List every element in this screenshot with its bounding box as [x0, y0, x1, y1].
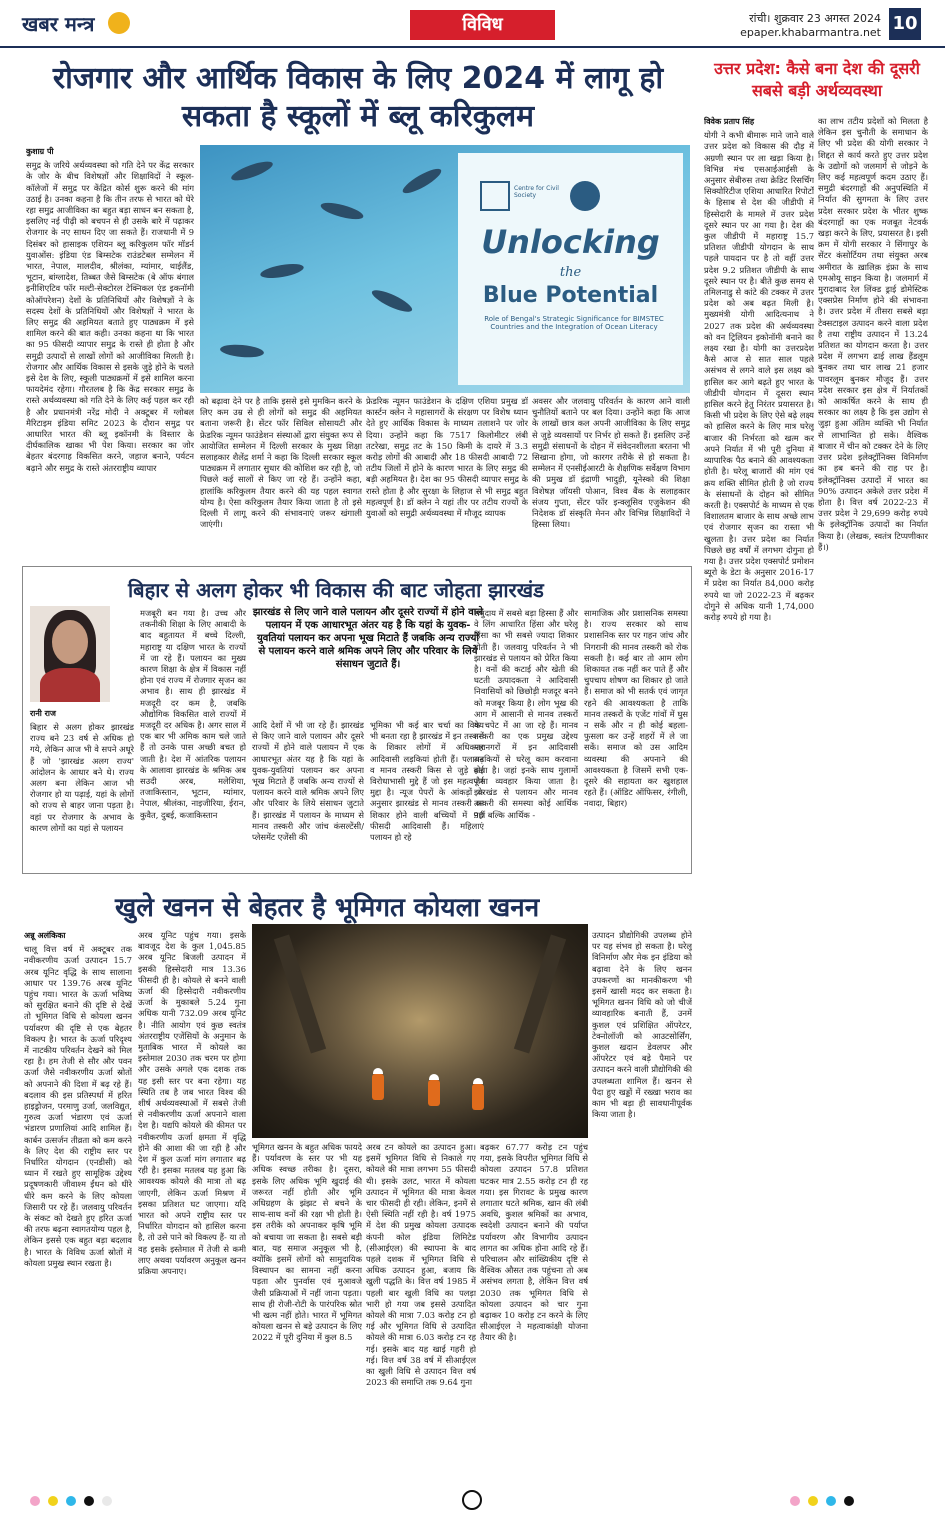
fish-shape — [220, 343, 265, 359]
story2-column-5 — [474, 608, 578, 868]
mining-photo — [252, 924, 588, 1138]
story1-column-4 — [532, 396, 690, 554]
color-dot — [30, 1496, 40, 1506]
story2-column-3 — [252, 720, 364, 868]
story1-text-2: को बढ़ावा देने पर है ताकि इससे इसे मुमकिन करने के लिए कम उम्र से ही लोगों को समुद्र की अहमियत बताना जरूरी है। सेंटर फॉर सिविल सोसायटी और फ्रेडरिक न्यूमन फाउंडेशन संस्थाओं द्वारा संयुक्त रूप से आयोजित सम्मेलन में दिल्ली सरकार के मुख्य शिक्षा सलाहकार शैलेंद्र शर्मा ने कहा कि दिल्ली सरकार स्कूल पाठ्यक्रम में लगातार सुधार की कोशिश कर रही है, जो पिछले कई सालों से किए जा रहे हैं। उन्होंने कहा, हालांकि करिकुलम तैयार करने की यह पहल स्वागत योग्य है। ऐसा करिकुलम तैयार किया जाता है तो इसे दिल्ली में लागू करने की संभावनाएं जरूर खंगाली जाएंगी। — [200, 396, 362, 530]
story3-text-4: अरब टन कोयले का उत्पादन हुआ। इसमें भूमिगत विधि से निकाले गए कोयले की मात्रा लगभग 55 फीसदी थी। इसके उलट, भारत में कोयला उत्पादन में भूमिगत की मात्रा केवल चार फीसदी ही रही। लेकिन, इनमें से ऐसी स्थिति नहीं रही है। वर्ष 1975 में देश की प्रमुख कोयला उत्पादक कंपनी कोल इंडिया लिमिटेड (सीआईएल) की स्थापना के बाद पहले दशक में भूमिगत विधि से अधिक उत्पादन हुआ, बजाय कि खुली पद्धति के। वित्त वर्ष 1985 में पहली बार खुली विधि का पलड़ा भारी हो गया जब इससे उत्पादित कोयले की मात्रा 7.03 करोड़ टन हो गई और भूमिगत विधि से उत्पादित कोयले की मात्रा 6.03 करोड़ टन रह गई। इसके बाद यह खाई गहरी हो गई। वित्त वर्ष 38 वर्ष में सीआईएल का खुली विधि से उत्पादन वित्त वर्ष 2023 की समाप्ति तक 9.64 गुना — [366, 1142, 476, 1388]
fish-shape — [229, 158, 274, 184]
story3-text-1: चालू वित्त वर्ष में अक्टूबर तक नवीकरणीय ऊर्जा उत्पादन 15.7 अरब यूनिट वृद्धि के साथ सालाना आधार पर 139.76 अरब यूनिट पहुंच गया। भारत के ऊर्जा भविष्य को सुरक्षित बनाने की दृष्टि से देखें तो भूमिगत विधि से कोयला खनन पर्यावरण की दृष्टि से एक बेहतर विकल्प है। भारत के ऊर्जा परिदृश्य में नाटकीय परिवर्तन देखने को मिल रहा है। हम तेजी से सौर और पवन ऊर्जा जैसे नवीकरणीय ऊर्जा स्रोतों को अपनाने की दिशा में बढ़ रहे हैं। बदलाव की इस प्रतिस्पर्धा में हरित हाइड्रोजन, परमाणु उर्जा, जलविद्युत, गुरुत्व ऊर्जा भंडारण एवं ऊर्जा भंडारण प्रणालियां आदि शामिल हैं। कार्बन उत्सर्जन तीव्रता को कम करने के लिए देश की राष्ट्रीय स्तर पर निर्धारित योगदान (एनडीसी) को ध्यान में रखते हुए सामूहिक उद्देश्य प्रदूषणकारी जीवाश्म ईंधन को धीरे धीरे कम करने के लिए कोयला जिसारी पर रहे हैं। जलवायु परिवर्तन के संकट को देखते हुए हरित ऊर्जा की तरफ बढ़ना स्वागतयोग्य पहल है, लेकिन इससे एक बहुत बड़ा बदलाव है। भारत के विविध ऊर्जा स्रोतों में कोयला प्रमुख स्थान रखता है। — [24, 944, 132, 1268]
poster-caption: Role of Bengal's Strategic Significance for BIMSTEC Countries and the Integration of Ocean Literacy — [484, 315, 664, 331]
color-dot — [84, 1496, 94, 1506]
story2-text-6: सामाजिक और प्रशासनिक समस्या है। राज्य सरकार को साथ प्रशासनिक स्तर पर गहन जांच और निगरानी की मानव तस्करी को रोक सकती है। कई बार तो आम लोग शिकायत तक नहीं कर पाते हैं और चुपचाप शोषण का शिकार हो जाते हैं। समाज को भी सतर्क एवं जागृत रहने की आवश्यकता है ताकि मानव तस्करों के एजेंट गांवों में घुस न सकें और न ही कोई बहला-फुसला कर उन्हें शहरों में ले जा सकें। समाज को उस आदिम व्यवस्था की अपनाने की आवश्यकता है जिसमें सभी एक-दूसरे की सहायता कर खुशहाल रहते हैं। (ऑडिट ऑफिसर, रंगीली, नवादा, बिहार) — [584, 608, 688, 809]
story2-text-4: भूमिका भी कई बार चर्चा का विषय भी बनता रहा है झारखंड में इन तस्करों के शिकार लोगों में अधिकतर आदिवासी लड़कियां होती हैं। पलायन व मानव तस्करी किस से जुड़े कई विरोधाभासी मुद्दे हैं जो इस महत्वपूर्ण मुद्दा है। न्यूज पेपरों के आंकड़ों के अनुसार झारखंड से मानव तस्करी का शिकार होने वाली बच्चियों में 90 फीसदी आदिवासी हैं। महिलाएं पलायन हो रहे — [370, 720, 484, 843]
registration-mark-icon — [462, 1490, 482, 1510]
story3-text-5: बढ़कर 67.77 करोड़ टन पहुंच गया, इसके विपरीत भूमिगत विधि से कोयला उत्पादन 57.8 प्रतिशत घटकर मात्र 2.55 करोड़ टन ही रह गया। इस गिरावट के प्रमुख कारण लगातार घटते श्रमिक, खान की लंबी अवधि, कुशल श्रमिकों का अभाव, स्वदेशी उत्पादन बनाने की पर्याप्त पर्यावरण और विभागीय उत्पादन लागत का अधिक होना आदि रहे हैं। परिचालन और सांख्यिकीय दृष्टि से वैश्विक औसत तक पहुंचना तो अब असंभव लगता है, लेकिन वित्त वर्ष 2030 तक भूमिगत विधि से कोयला उत्पादन को चार गुना बढ़ाकर 10 करोड़ टन करने के लिए सीआईएल ने महत्वाकांक्षी योजना तैयार की है। — [480, 1142, 588, 1343]
story2-headline: बिहार से अलग होकर भी विकास की बाट जोहता झारखंड — [128, 578, 544, 602]
story3-column-4 — [366, 1142, 476, 1478]
story3-column-1 — [24, 930, 132, 1478]
story2-column-6 — [584, 608, 688, 868]
poster-the: the — [559, 265, 582, 280]
site-url: epaper.khabarmantra.net — [740, 26, 881, 39]
miner-figure — [472, 1084, 484, 1110]
miner-helmet — [473, 1078, 483, 1084]
miner-figure — [428, 1080, 440, 1106]
color-dot — [48, 1496, 58, 1506]
miner-helmet — [373, 1068, 383, 1074]
story1-headline: रोजगार और आर्थिक विकास के लिए 2024 में लागू हो सकता है स्कूलों में ब्लू करिकुलम — [52, 61, 664, 134]
poster-logo-text: Centre for Civil Society — [514, 185, 559, 199]
tunnel-support-beam — [514, 934, 566, 1053]
story2-text-2: मजबूरी बन गया है। उच्च और तकनीकी शिक्षा के लिए आबादी के बाद बहुतायत में बच्चे दिल्ली, महाराष्ट्र या दक्षिण भारत के राज्यों में जा रहे हैं। पलायन का मुख्य कारण शिक्षा के क्षेत्र में विकास नहीं होना एवं राज्य में रोजगार सृजन का अभाव है। साथ ही झारखंड में मजदूरी दर कम है, जबकि औद्योगिक विकसित वाले राज्यों में मजदूरी दर अधिक है। अगर साल में एक बार भी अमिक काम चले जाते हैं तो उनके पास अच्छी बचत हो जाती है। देश में आंतरिक पलायन के आलावा झारखंड के श्रमिक अब सउदी अरब, मलेशिया, तजाकिस्तान, भूटान, म्यांमार, नेपाल, श्रीलंका, नाइजीरिया, ईरान, कुवैत, दुबई, कजाकिस्तान — [140, 608, 246, 820]
story4-headline: उत्तर प्रदेश: कैसे बना देश की दूसरी सबसे बड़ी अर्थव्यवस्था — [714, 59, 920, 100]
fnf-logo-icon — [570, 181, 600, 211]
masthead — [0, 0, 945, 48]
ccs-logo-icon — [480, 181, 510, 211]
story1-text-4: अवसर और जलवायु परिवर्तन के कारण आने वाली चुनौतियों बताने पर बल दिया। उन्होंने कहा कि आज के लाखों छात्र कल अपनी आजीविका के लिए समुद्र से जुड़े व्यवसायों पर निर्भर हो सकते हैं। इसलिए उन्हें समुद्री संसाधनों के दोहन में संवेदनशीलता बरतना भी सिखाना होगा, जो कारगर तरीके से हो सकता है। सम्मेलन में एनसीईआरटी के शैक्षणिक सर्वेक्षण विभाग की प्रमुख डॉ इंद्राणी भादुड़ी, यूनेस्को की शिक्षा विशेषज्ञ जॉयसी पोआन, विश्व बैंक के सलाहकार संजय गुप्ता, सेंटर फॉर इन्क्लूसिव एजुकेशन की निदेशक डॉ संस्कृति मेनन और विभिन्न शिक्षाविदों ने हिस्सा लिया। — [532, 396, 690, 530]
story1-text-3: फ्रेडरिक न्यूमन फाउंडेशन के दक्षिण एशिया प्रमुख डॉ कार्स्टन क्लेन ने महासागरों के संरक्षण पर विशेष ध्यान देते हुए आर्थिक विकास के माध्यम तलाशने पर जोर दिया। उन्होंने कहा कि 7517 किलोमीटर लंबी तटरेखा, समुद्र तट के 150 किमी के दायरे में 3.3 करोड़ लोगों की आबादी और 18 फीसदी आबादी 72 तटीय जिलों में होने के कारण भारत के लिए समुद्र की बड़ी अहमियत है। देश का 95 फीसदी व्यापार समुद्र के रास्ते होता है और सुरक्षा के लिहाज से भी समुद्र बहुत महत्वपूर्ण है। डॉ क्लेन ने यहां तीर पर तटीय राज्यों के युवाओं को समुद्री अर्थव्यवस्था में मौजूद व्यापक — [366, 396, 528, 519]
portrait-body — [40, 668, 100, 702]
report-cover — [458, 153, 683, 385]
poster-title: Unlocking — [481, 223, 660, 261]
color-dot — [826, 1496, 836, 1506]
poster-subtitle: Blue Potential — [482, 283, 659, 308]
logo-mark-icon — [108, 12, 130, 34]
miner-helmet — [429, 1074, 439, 1080]
story4-byline: विवेक प्रताप सिंह — [704, 117, 755, 126]
story2-column-1 — [30, 722, 134, 868]
story3-column-5 — [480, 1142, 588, 1478]
dateline: रांची। शुक्रवार 23 अगस्त 2024 — [749, 12, 881, 25]
story1-byline: कुशाग्र पी — [26, 147, 54, 156]
color-dot — [790, 1496, 800, 1506]
color-dot — [66, 1496, 76, 1506]
story3-column-2 — [138, 930, 246, 1478]
story2-text-3: आदि देशों में भी जा रहे हैं। झारखंड से किए जाने वाले पलायन और दूसरे राज्यों में होने वाले पलायन में एक आधारभूत अंतर यह है कि यहां के युवक-युवतियां पलायन कर अपना भूख मिटाते हैं जबकि अन्य राज्यों से पलायन करने वाले श्रमिक अपने लिए और परिवार के लिये संसाधन जुटाते हैं। झारखंड में पलायन के माध्यम से मानव तस्करी और जांच कंसल्टेंसी/प्लेसमेंट एजेंसी की — [252, 720, 364, 843]
page-number: 10 — [889, 8, 921, 40]
story3-byline: अन्नू अलंकिका — [24, 931, 66, 940]
story3-headline: खुले खनन से बेहतर है भूमिगत कोयला खनन — [115, 893, 540, 923]
fish-shape — [259, 261, 304, 280]
story4-text-1: योगी ने कभी बीमारू माने जाने वाले उत्तर प्रदेश को विकास की दौड़ में अग्रणी स्थान पर ला खड़ा किया है। विभिन्न मंच एसआईआईसी के अनुसार सेबीरुस तथा क्रेडिट रिसर्चिंग सिक्योरिटीज एशिया आधारित रिपोर्टों के हिसाब से देश की जीडीपी में हिस्सेदारी के मामले में उत्तर प्रदेश दूसरे स्थान पर आ गया है। देश की कुल जीडीपी में महाराष्ट्र 15.7 प्रतिशत जीडीपी योगदान के साथ पहले पायदान पर है तो वहीं उत्तर प्रदेश 9.2 प्रतिशत जीडीपी के साथ दूसरे स्थान पर है। बीते कुछ समय से तमिलनाडु से कांटे की टक्कर में उत्तर प्रदेश को अब बढ़त मिली है। मुख्यमंत्री योगी आदित्यनाथ ने 2027 तक प्रदेश की अर्थव्यवस्था को वन ट्रिलियन इकोनॉमी बनाने का लक्ष्य रखा है। योगी का उत्तरप्रदेश कैसे आज से सात साल पहले असंभव से लगने वाले इस लक्ष्य को हासिल कर आगे बढ़ते हुए भारत के जीडीपी योगदान में दूसरा स्थान हासिल करने हेतु निरंतर प्रयासरत है। किसी भी प्रदेश के लिए ऐसे बढ़े लक्ष्य को हासिल करने के लिए मात्र घरेलू बाजार की निर्भरता को खत्म कर अपने निर्यात में भी पूरी दुनिया में व्यापारिक पैठ बनाने की आवश्यकता होती है। घरेलू बाजारों की मांग एवं क्रय शक्ति सीमित होती है जो राज्य के संसाधनों के दोहन को सीमित करती है। एक्सपोर्ट के माध्यम से एक विशालतम बाजार के साथ अच्छे लाभ एवं रोजगार सृजन का रास्ता भी खुलता है। उत्तर प्रदेश का निर्यात पिछले छह वर्षों में लगभग दोगुना हो गया है। उत्तर प्रदेश एक्सपोर्ट प्रमोशन ब्यूरो के डेटा के अनुसार 2016-17 में प्रदेश का निर्यात 84,000 करोड़ रुपये था जो 2022-23 में बढ़कर दोगुने से अधिक यानी 1,74,000 करोड़ रुपये हो गया है। — [704, 130, 814, 622]
story2-pullquote: झारखंड से लिए जाने वाले पलायन और दूसरे राज्यों में होने वाले पलायन में एक आधारभूत अंतर यह है कि यहां के युवक- युवतियां पलायन कर अपना भूख मिटाते हैं जबकि अन्य राज्यों से पलायन करने वाले श्रमिक अपने लिए और परिवार के लिये संसाधन जुटाते हैं। — [252, 607, 484, 670]
portrait-face — [52, 620, 88, 664]
color-dot — [808, 1496, 818, 1506]
color-dot — [844, 1496, 854, 1506]
story2-text-1: बिहार से अलग होकर झारखंड राज्य बने 23 वर्ष से अधिक हो गये, लेकिन आज भी वे सपने अधूरे हैं जो 'झारखंड अलग राज्य' आंदोलन के आधार बने थे। राज्य अलग बना लेकिन आज भी रोजगार हो या पढ़ाई, यहां के लोगों को राज्य से बाहर जाना पड़ता है। वहां पर रोजगार के अभाव के कारण लोगों का यहां से पलायन — [30, 722, 134, 833]
fish-shape — [370, 286, 415, 315]
story3-text-3: भूमिगत खनन के बहुत अधिक फायदे हैं। पर्यावरण के स्तर पर भी यह अधिक स्वच्छ तरीका है। दूसरा, इसके लिए अधिक भूमि खुदाई की जरूरत नहीं होती और भूमि अधिग्रहण के झंझट से बचने के साथ-साथ वनों की रक्षा भी होती है। इस तरीके को अपनाकर कृषि भूमि को बचाया जा सकता है। सबसे बड़ी बात, यह समाज अनुकूल भी है, क्योंकि इसमें लोगों को सामुदायिक विस्थापन का सामना नहीं करना पड़ता और पुनर्वास एवं मुआवजे जैसी प्रक्रियाओं में नहीं जाना पड़ता। साथ ही रोजी-रोटी के पारंपरिक स्रोत भी खत्म नहीं होते। भारत में भूमिगत कोयला खनन से बड़े उत्पादन के लिए 2022 में पूरी दुनिया में कुल 8.5 — [252, 1142, 362, 1343]
story1-column-1 — [26, 146, 194, 554]
story1-column-2 — [200, 396, 362, 554]
story3-column-3 — [252, 1142, 362, 1478]
fish-shape — [400, 165, 444, 197]
story1-text-1: समुद्र के जरिये अर्थव्यवस्था को गति देने पर केंद्र सरकार के जोर के बीच विशेषज्ञों और शिक्षाविदों ने स्कूल-कॉलेजों में समुद्र पर केंद्रित कोर्स शुरू करने की मांग उठाई है। उनका कहना है कि तीन तरफ से भारत को घेरे रहा समुद्र आजीविका का बहुत बड़ा साधन बन सकता है, इसलिए नई पीढ़ी को बचपन से ही उसके बारे में पढ़ाकर रोजगार के नए साधन दिए जा सकते हैं। राजधानी में 9 दिसंबर को हासाइक एशियन ब्लू करिकुलम फॉर मॉडर्न युवाओंस: इंडिया एंड बिम्सटेक राउंडटेबल सम्मेलन में भारत, नेपाल, मालदीव, श्रीलंका, म्यांमार, थाईलैंड, भूटान, बांग्लादेश, तिब्बत जैसे बिम्सटेक (बे ऑफ बंगाल इनीशिएटिव फॉर मल्टी-सेक्टोरल टेक्निकल एंड इकनॉमी कोऑपरेशन) देशों के प्रतिनिधियों और विशेषज्ञों ने के सदस्य देशों के प्रतिनिधियों और विशेषज्ञों ने भारत के लिए समुद्र की अहमियत बताते हुए पाठ्यक्रम में इसे शामिल करने की बात कही। उनका कहना था कि भारत का 95 फीसदी व्यापार समुद्र के रास्ते ही होता है और समुद्री उत्पादों से लाखों लोगों को आजीविका मिलती है। रोजगार और आर्थिक विकास से इसके जुड़े होने के चलते इसे देश के लिए, स्कूली पाठ्यक्रमों में इसे शामिल करना फायदेमंद रहेगा। गौरतलब है कि केंद्र सरकार समुद्र के रास्ते अर्थव्यवस्था को गति देने के लिए कई पहल कर रही है और प्रधानमंत्री नरेंद्र मोदी ने अक्टूबर में ग्लोबल मैरिटाइम इंडिया समिट 2023 के दौरान समुद्र पर आधारित भारत की ब्लू इकॉनमी के विस्तार के दीर्घकालिक खाका भी पेश किया। सरकार का जोर बेहतर बंदरगाह विकसित करने, जहाज बनाने, पर्यटन बढ़ाने और समुद्र के रास्ते अंतरराष्ट्रीय व्यापार — [26, 160, 194, 473]
story4-text-2: का लाभ तटीय प्रदेशों को मिलता है लेकिन इस चुनौती के समाधान के लिए भी प्रदेश की योगी सरकार ने शिद्दत से कार्य करते हुए उत्तर प्रदेश के उद्योगों को जलमार्ग से जोड़ने के लिए कई महत्वपूर्ण कदम उठाए हैं। समुद्री बंदरगाहों की अनुपस्थिति में निर्यात की सुगमता के लिए उत्तर प्रदेश सरकार प्रदेश के भीतर शुष्क बंदरगाहों का एक मजबूत नेटवर्क खड़ा करने के लिए, प्रयासरत है। इसी क्रम में योगी सरकार ने सिंगापुर के सेंटर कंसोर्टियम तथा संयुक्त अरब अमीरात के ख़ालिक़ इंफ्रा के साथ एमओयू साइन किया है। जलमार्ग में मुरादाबाद रेल लिंक्ड ड्राई डोमेस्टिक एक्सप्रेस निर्माण होने की संभावना है। उत्तर प्रदेश में तीसरा सबसे बड़ा टेक्सटाइल उत्पादन करने वाला प्रदेश है तथा राष्ट्रीय उत्पादन में 13.24 प्रतिशत का योगदान करता है। उत्तर प्रदेश में लगभग ढाई लाख हैंडलूम बुनकर तथा चार लाख 21 हजार पावरलूम बुनकर मौजूद हैं। उत्तर प्रदेश सरकार इस क्षेत्र में निर्यातकों को आकर्षित करने के साथ ही सरकार का लक्ष्य है कि इस उद्योग से जुड़ा हुआ अंतिम व्यक्ति भी निर्यात से लाभान्वित हो सके। वैश्विक बाजार में चीन को टक्कर देने के लिए उत्तर प्रदेश इलेक्ट्रॉनिक्स विनिर्माण का हब बनने की राह पर है। इलेक्ट्रॉनिक्स उत्पादों में भारत का 90% उत्पादन अकेले उत्तर प्रदेश में होता है। वित्त वर्ष 2022-23 में उत्तर प्रदेश ने 29,699 करोड़ रुपये के इलेक्ट्रॉनिक उत्पादों का निर्यात किया है। (लेखक, स्वतंत्र टिप्पणीकार हैं।) — [818, 116, 928, 552]
color-dot — [102, 1496, 112, 1506]
author-portrait — [30, 606, 110, 702]
story3-column-6 — [592, 930, 692, 1478]
story2-column-4 — [370, 720, 484, 868]
story4-column-2 — [818, 116, 928, 1476]
story3-text-2: अरब यूनिट पहुंच गया। इसके बावजूद देश के कुल 1,045.85 अरब यूनिट बिजली उत्पादन में इसकी हिस्सेदारी मात्र 13.36 फीसदी ही है। कोयले से बनने वाली ऊर्जा की हिस्सेदारी नवीकरणीय ऊर्जा के मुकाबले 5.24 गुना अधिक यानी 732.09 अरब यूनिट है। नीति आयोग एवं कुछ स्वतंत्र अंतरराष्ट्रीय एजेंसियों के अनुमान के मुताबिक भारत में कोयले का इस्तेमाल 2030 तक चरम पर होगा और उसके अगले एक दशक तक यह इसी स्तर पर बना रहेगा। यह स्थिति तब है जब भारत विश्व की शीर्ष अर्थव्यवस्थाओं में सबसे तेजी से नवीकरणीय ऊर्जा अपनाने वाला देश है। यद्यपि कोयले की कीमत पर नवीकरणीय ऊर्जा क्षमता में वृद्धि होने की आशा की जा रही है और देश में कुल ऊर्जा मांग लगातार बढ़ रही है। इसका मतलब यह हुआ कि आवश्यक कोयले की मात्रा तो बढ़ जाएगी, लेकिन ऊर्जा मिश्रण में इसका प्रतिशत घट जाएगा। यदि भारत को अपने राष्ट्रीय स्तर पर निर्धारित योगदान को हासिल करना है, तो उसे पाने को विकल्प हैं- या तो वह इसके इस्तेमाल में तेजी से कमी लाए अथवा पर्यावरण अनुकूल खनन प्रक्रिया अपनाए। — [138, 930, 246, 1277]
fish-shape — [319, 200, 365, 223]
story3-text-6: उत्पादन प्रौद्योगिकी उपलब्ध होने पर यह संभव हो सकता है। घरेलू विनिर्माण और मेक इन इंडिया को बढ़ावा देने के लिए खनन उपकरणों का मानकीकरण भी इसमें खासी मदद कर सकता है। भूमिगत खनन विधि को जो चीजें व्यावहारिक बनाती हैं, उनमें कुशल एवं प्रशिक्षित ऑपरेटर, टेक्नोलॉजी को आउटसोर्सिंग, कुशल खदान डेवलपर और ऑपरेटर एवं बड़े पैमाने पर उत्पादन करने वाली प्रौद्योगिकी की उपलब्धता शामिल हैं। खनन से पैदा हुए खड्डों में रख्खा भराव का काम भी बड़ा ही सावधानीपूर्वक किया जाता है। — [592, 930, 692, 1120]
story1-photo — [200, 145, 690, 393]
story4-column-1 — [704, 116, 814, 1476]
section-label: विविध — [410, 10, 555, 40]
story2-column-2 — [140, 608, 246, 868]
miner-figure — [372, 1074, 384, 1100]
story1-column-3 — [366, 396, 528, 554]
newspaper-logo: खबर मन्त्र — [22, 12, 95, 36]
tunnel-support-beam — [274, 934, 326, 1053]
story2-text-5: समुदाय में सबसे बड़ा हिस्सा हैं और वे लिंग आधारित हिंसा और घरेलू हिंसा का भी सबसे ज्यादा शिकार होती हैं। जलवायु परिवर्तन ने भी झारखंड से पलायन को प्रेरित किया है। वनों की कटाई और खेती की घटती उत्पादकता ने आदिवासी निवासियों को छिछोड़ी मजदूर बनने को मजबूर किया है। लोग भूख की आग में आसानी से मानव तस्करों के चपेट में आ जा रहे हैं। मानव तस्करी का एक प्रमुख उद्देश्य महानगरों में इन आदिवासी लड़कियों से घरेलू काम करवाना होता है। जहां इनके साथ गुलामों जैसा व्यवहार किया जाता है। झारखंड से पलायन और मानव तस्करी की समस्या कोई आर्थिक नहीं बल्कि आर्थिक - — [474, 608, 578, 820]
story2-author: रानी राज — [30, 709, 56, 718]
